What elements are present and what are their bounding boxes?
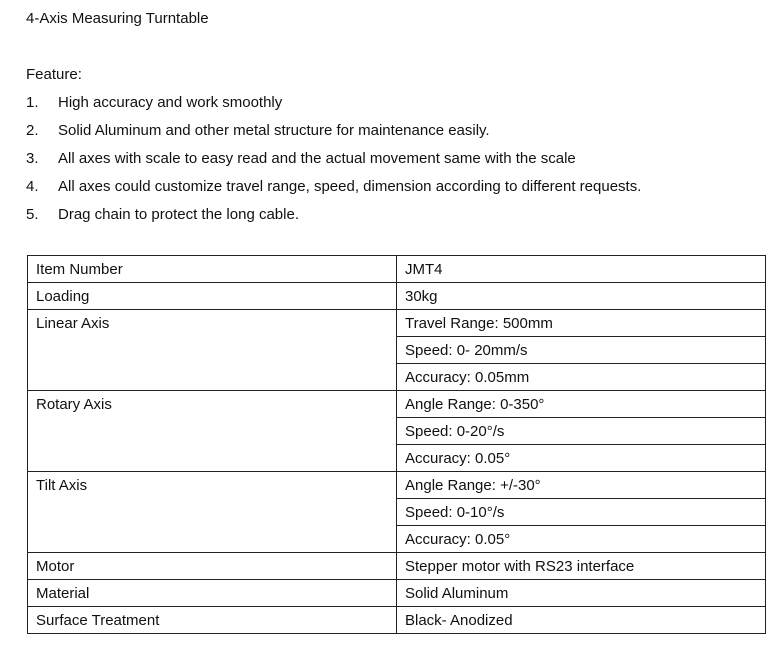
table-row — [28, 256, 766, 283]
spec-label: Loading — [28, 283, 397, 310]
table-row — [28, 310, 766, 337]
feature-number: 4. — [26, 178, 39, 195]
feature-text: Solid Aluminum and other metal structure for maintenance easily. — [58, 122, 490, 139]
feature-text: All axes could customize travel range, speed, dimension according to different requests. — [58, 178, 642, 195]
spec-label: Linear Axis — [28, 310, 397, 391]
spec-value: Stepper motor with RS23 interface — [397, 553, 766, 580]
feature-item — [26, 94, 641, 122]
spec-value: JMT4 — [397, 256, 766, 283]
spec-label: Surface Treatment — [28, 607, 397, 634]
spec-label: Rotary Axis — [28, 391, 397, 472]
spec-value: Travel Range: 500mm — [397, 310, 766, 337]
spec-value: Angle Range: +/-30° — [397, 472, 766, 499]
table-row — [28, 391, 766, 418]
spec-value: Speed: 0-20°/s — [397, 418, 766, 445]
feature-list — [26, 94, 641, 234]
feature-number: 3. — [26, 150, 39, 167]
feature-item — [26, 206, 641, 234]
spec-label: Material — [28, 580, 397, 607]
feature-item — [26, 150, 641, 178]
table-row — [28, 283, 766, 310]
feature-text: Drag chain to protect the long cable. — [58, 206, 299, 223]
spec-value: 30kg — [397, 283, 766, 310]
spec-value: Accuracy: 0.05mm — [397, 364, 766, 391]
spec-value: Speed: 0- 20mm/s — [397, 337, 766, 364]
spec-value: Speed: 0-10°/s — [397, 499, 766, 526]
table-row — [28, 607, 766, 634]
table-row — [28, 472, 766, 499]
feature-text: High accuracy and work smoothly — [58, 94, 283, 111]
feature-heading: Feature: — [26, 66, 82, 83]
feature-number: 2. — [26, 122, 39, 139]
spec-label: Item Number — [28, 256, 397, 283]
spec-value: Black- Anodized — [397, 607, 766, 634]
feature-number: 5. — [26, 206, 39, 223]
spec-value: Angle Range: 0-350° — [397, 391, 766, 418]
spec-value: Accuracy: 0.05° — [397, 526, 766, 553]
spec-value: Accuracy: 0.05° — [397, 445, 766, 472]
spec-value: Solid Aluminum — [397, 580, 766, 607]
table-row — [28, 553, 766, 580]
spec-label: Motor — [28, 553, 397, 580]
spec-label: Tilt Axis — [28, 472, 397, 553]
spec-table — [27, 255, 766, 634]
table-row — [28, 580, 766, 607]
document-title: 4-Axis Measuring Turntable — [26, 10, 209, 27]
feature-item — [26, 178, 641, 206]
feature-item — [26, 122, 641, 150]
feature-text: All axes with scale to easy read and the actual movement same with the scale — [58, 150, 576, 167]
feature-number: 1. — [26, 94, 39, 111]
